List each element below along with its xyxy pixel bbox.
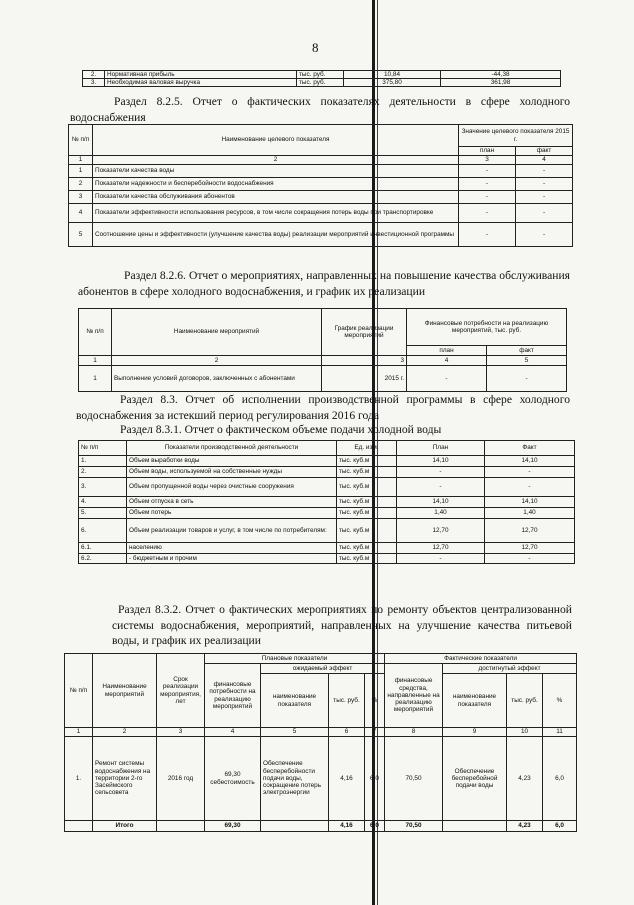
- row-number: 2.: [79, 467, 127, 478]
- row-plan: 375,80: [344, 79, 441, 87]
- row-number: 6.: [79, 519, 127, 543]
- table-row: [79, 366, 567, 392]
- total-percent: 6,0: [365, 821, 385, 832]
- total-percent-fact: 6,0: [543, 821, 577, 832]
- row-unit: тыс. руб.: [297, 71, 344, 79]
- row-name: Показатели надежности и бесперебойности водоснабжения: [93, 178, 459, 191]
- row-number: 4: [69, 204, 93, 223]
- row-name: Показатели качества воды: [93, 165, 459, 178]
- header-plan: План: [397, 441, 485, 456]
- row-number: 3.: [83, 79, 105, 87]
- empty-cell: [65, 821, 93, 832]
- table-header-row: [69, 125, 573, 147]
- table-row: [79, 478, 575, 497]
- row-fin-fact: 70,50: [385, 737, 443, 821]
- section-8-3-2-heading: Раздел 8.3.2. Отчет о фактических мероприятиях по ремонту объектов централизованной системы водоснабжения, мероприятий, направленных на улучшение качества питьевой воды, и график их реализации: [112, 603, 572, 647]
- empty-cell: [261, 821, 329, 832]
- row-number: 3.: [79, 478, 127, 497]
- row-indicator: Обеспечение бесперебойности подачи воды, сокращение потерь электроэнергии: [261, 737, 329, 821]
- column-index: 3: [322, 356, 407, 366]
- header-fact: факт: [487, 346, 567, 356]
- row-name: Объем пропущенной воды через очистные сооружения: [127, 478, 337, 497]
- table-header-row: [79, 441, 575, 456]
- header-achieved-effect: достигнутый эффект: [443, 664, 577, 674]
- row-plan: -: [407, 366, 487, 392]
- column-index-row: [65, 728, 577, 737]
- column-index: 10: [507, 728, 543, 737]
- row-fact: -: [516, 204, 573, 223]
- header-fin-fact: финансовые средства, направленные на реализацию мероприятий: [385, 664, 443, 728]
- total-fin-fact: 70,50: [385, 821, 443, 832]
- header-name: Показатели производственной деятельности: [127, 441, 337, 456]
- column-index: 2: [93, 728, 157, 737]
- table-row: [79, 519, 575, 543]
- row-number: 3: [69, 191, 93, 204]
- row-fact: 12,70: [485, 519, 575, 543]
- row-fact: -: [516, 165, 573, 178]
- row-percent: 6,0: [365, 737, 385, 821]
- column-index: 1: [65, 728, 93, 737]
- header-fin-plan: финансовые потребности на реализацию мероприятий: [205, 664, 261, 728]
- row-unit: тыс. куб.м: [337, 508, 397, 519]
- row-percent-fact: 6,0: [543, 737, 577, 821]
- header-number: № п/п: [69, 125, 93, 156]
- row-fact: 14,10: [485, 497, 575, 508]
- row-number: 1.: [65, 737, 93, 821]
- header-name: Наименование мероприятий: [93, 654, 157, 728]
- row-fact: -: [516, 178, 573, 191]
- column-index: 1: [79, 356, 112, 366]
- total-row: [65, 821, 577, 832]
- row-fact: -: [485, 554, 575, 564]
- row-plan: -: [397, 554, 485, 564]
- row-plan: -: [459, 204, 516, 223]
- header-name: Наименование мероприятий: [112, 309, 322, 356]
- row-name: Соотношение цены и эффективности (улучшение качества воды) реализации мероприятий инвестиционной программы: [93, 223, 459, 247]
- column-index: 4: [407, 356, 487, 366]
- target-indicators-table: [68, 124, 573, 247]
- column-index: 3: [157, 728, 205, 737]
- repair-measures-table: [64, 653, 577, 832]
- table-row: [69, 223, 573, 247]
- row-term: 2016 год: [157, 737, 205, 821]
- header-plan-group: Плановые показатели: [205, 654, 385, 664]
- column-index-row: [79, 356, 567, 366]
- header-plan: план: [459, 147, 516, 156]
- column-index: 5: [487, 356, 567, 366]
- service-measures-table: [78, 308, 567, 392]
- empty-cell: [157, 821, 205, 832]
- header-financial-needs: Финансовые потребности на реализацию мероприятий, тыс. руб.: [407, 309, 567, 346]
- header-expected-effect: ожидаемый эффект: [261, 664, 385, 674]
- header-fact-group: Фактические показатели: [385, 654, 577, 664]
- row-rub: 4,16: [329, 737, 365, 821]
- table-row: [79, 554, 575, 564]
- row-name: Объем потерь: [127, 508, 337, 519]
- row-name: Объем отпуска в сеть: [127, 497, 337, 508]
- row-fact: -44,38: [441, 71, 561, 79]
- header-rub: тыс. руб.: [507, 674, 543, 728]
- row-plan: 12,70: [397, 519, 485, 543]
- row-fact: 361,98: [441, 79, 561, 87]
- row-name: Показатели качества обслуживания абонентов: [93, 191, 459, 204]
- row-plan: -: [397, 467, 485, 478]
- column-index: 6: [329, 728, 365, 737]
- financial-table: [82, 70, 561, 87]
- row-plan: -: [459, 165, 516, 178]
- row-plan: -: [459, 191, 516, 204]
- row-name: Выполнение условий договоров, заключенных с абонентами: [112, 366, 322, 392]
- table-row: [79, 497, 575, 508]
- row-plan: 14,10: [397, 456, 485, 467]
- section-8-2-5-heading: Раздел 8.2.5. Отчет о фактических показателях деятельности в сфере холодного водоснабжения: [70, 95, 570, 124]
- header-percent: %: [365, 674, 385, 728]
- header-name: Наименование целевого показателя: [93, 125, 459, 156]
- row-unit: тыс. куб.м: [337, 554, 397, 564]
- row-fact: 12,70: [485, 543, 575, 554]
- header-percent: %: [543, 674, 577, 728]
- column-index: 2: [93, 156, 459, 165]
- row-rub-fact: 4,23: [507, 737, 543, 821]
- row-fact: 14,10: [485, 456, 575, 467]
- row-plan: 14,10: [397, 497, 485, 508]
- row-number: 6.2.: [79, 554, 127, 564]
- row-plan: 12,70: [397, 543, 485, 554]
- header-fact: факт: [516, 147, 573, 156]
- column-index: 8: [385, 728, 443, 737]
- row-fact: -: [485, 478, 575, 497]
- header-plan: план: [407, 346, 487, 356]
- table-header-row: [65, 654, 577, 664]
- row-plan: 10,84: [344, 71, 441, 79]
- page-number: 8: [312, 40, 319, 55]
- section-8-2-6-heading: Раздел 8.2.6. Отчет о мероприятиях, направленных на повышение качества обслуживания абонентов в сфере холодного водоснабжения, и график их реализации: [78, 269, 570, 298]
- row-plan: 1,40: [397, 508, 485, 519]
- header-fact: Факт: [485, 441, 575, 456]
- table-row: [65, 737, 577, 821]
- row-name: Объем воды, используемой на собственные нужды: [127, 467, 337, 478]
- table-header-row: [79, 309, 567, 346]
- header-indicator-name: наименование показателя: [261, 674, 329, 728]
- total-rub-fact: 4,23: [507, 821, 543, 832]
- row-unit: тыс. куб.м: [337, 519, 397, 543]
- water-supply-volume-table: [78, 440, 575, 564]
- table-row: [83, 71, 561, 79]
- header-indicator-name: наименование показателя: [443, 674, 507, 728]
- row-fact: -: [487, 366, 567, 392]
- table-row: [69, 191, 573, 204]
- table-row: [79, 543, 575, 554]
- row-number: 4.: [79, 497, 127, 508]
- row-number: 1: [69, 165, 93, 178]
- total-fin-plan: 69,30: [205, 821, 261, 832]
- row-number: 6.1.: [79, 543, 127, 554]
- column-index: 4: [516, 156, 573, 165]
- table-row: [83, 79, 561, 87]
- row-name: Нормативная прибыль: [105, 71, 297, 79]
- column-index: 4: [205, 728, 261, 737]
- column-index: 11: [543, 728, 577, 737]
- section-8-3-1-heading: Раздел 8.3.1. Отчет о фактическом объеме подачи холодной воды: [120, 423, 442, 436]
- row-unit: тыс. куб.м: [337, 456, 397, 467]
- row-number: 2.: [83, 71, 105, 79]
- table-row: [69, 178, 573, 191]
- header-value: Значение целевого показателя 2015 г.: [459, 125, 573, 147]
- row-fact: -: [516, 191, 573, 204]
- table-row: [79, 456, 575, 467]
- row-unit: тыс. куб.м: [337, 543, 397, 554]
- header-number: № п/п: [79, 441, 127, 456]
- row-indicator-fact: Обеспечение бесперебойной подачи воды: [443, 737, 507, 821]
- total-rub: 4,16: [329, 821, 365, 832]
- total-label: Итого: [93, 821, 157, 832]
- column-index: 9: [443, 728, 507, 737]
- table-row: [79, 508, 575, 519]
- table-row: [69, 204, 573, 223]
- row-name: Объем выработки воды: [127, 456, 337, 467]
- column-index: 1: [69, 156, 93, 165]
- row-name: Ремонт системы водоснабжения на территории 2-го Засеймского сельсовета: [93, 737, 157, 821]
- row-fact: -: [485, 467, 575, 478]
- row-schedule: 2015 г.: [322, 366, 407, 392]
- header-unit: Ед. изм.: [337, 441, 397, 456]
- row-name: Необходимая валовая выручка: [105, 79, 297, 87]
- row-name: - бюджетным и прочим: [127, 554, 337, 564]
- section-8-3-heading: Раздел 8.3. Отчет об исполнении производственной программы в сфере холодного водоснабжения за истекший период регулирования 2016 года: [76, 393, 570, 422]
- row-fin-plan: 69,30 себестоимость: [205, 737, 261, 821]
- header-schedule: График реализации мероприятий: [322, 309, 407, 356]
- table-row: [69, 165, 573, 178]
- row-unit: тыс. куб.м: [337, 478, 397, 497]
- column-index: 3: [459, 156, 516, 165]
- row-number: 1.: [79, 456, 127, 467]
- row-unit: тыс. куб.м: [337, 497, 397, 508]
- header-number: № п/п: [79, 309, 112, 356]
- row-plan: -: [459, 178, 516, 191]
- row-plan: -: [459, 223, 516, 247]
- row-number: 2: [69, 178, 93, 191]
- row-unit: тыс. руб.: [297, 79, 344, 87]
- table-row: [79, 467, 575, 478]
- row-unit: тыс. куб.м: [337, 467, 397, 478]
- column-index: 5: [261, 728, 329, 737]
- header-term: Срок реализации мероприятия, лет: [157, 654, 205, 728]
- column-index: 7: [365, 728, 385, 737]
- empty-cell: [443, 821, 507, 832]
- row-number: 1: [79, 366, 112, 392]
- row-name: населению: [127, 543, 337, 554]
- row-plan: -: [397, 478, 485, 497]
- row-number: 5: [69, 223, 93, 247]
- row-number: 5.: [79, 508, 127, 519]
- column-index-row: [69, 156, 573, 165]
- row-name: Показатели эффективности использования ресурсов, в том числе сокращения потерь воды при транспортировке: [93, 204, 459, 223]
- row-fact: -: [516, 223, 573, 247]
- column-index: 2: [112, 356, 322, 366]
- header-rub: тыс. руб.: [329, 674, 365, 728]
- row-fact: 1,40: [485, 508, 575, 519]
- row-name: Объем реализации товаров и услуг, в том числе по потребителям:: [127, 519, 337, 543]
- header-number: № п/п: [65, 654, 93, 728]
